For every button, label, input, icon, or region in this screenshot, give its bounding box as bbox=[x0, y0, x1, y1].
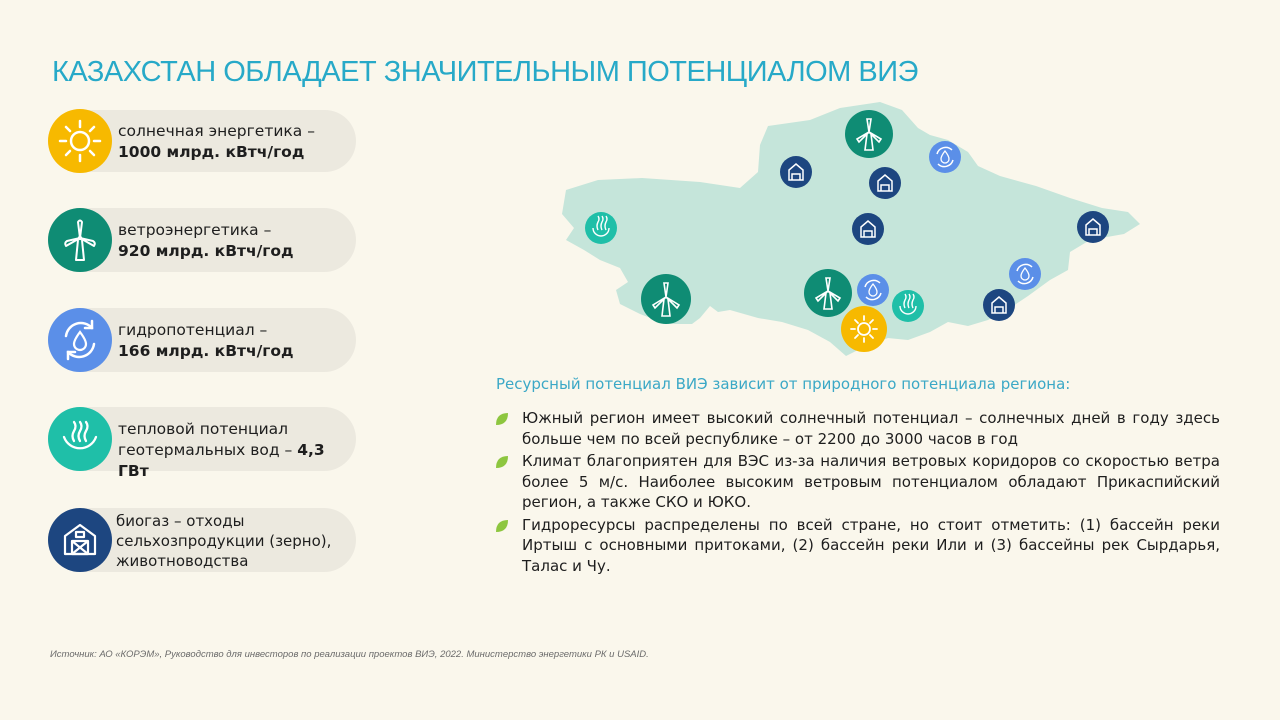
map-geothermal-marker bbox=[585, 212, 617, 244]
map-hydro-marker bbox=[857, 274, 889, 306]
kazakhstan-map bbox=[555, 95, 1155, 365]
map-biogas-marker bbox=[852, 213, 884, 245]
map-wind-marker bbox=[804, 269, 852, 317]
bullet-item: Климат благоприятен для ВЭС из-за наличия ветровых коридоров со скоростью ветра более 5 м/с. Наиболее высоким ветровым потенциалом обладают Прикаспийский регион, а также СКО и ЮКО. bbox=[494, 451, 1220, 513]
wind-turbine-icon bbox=[48, 208, 112, 272]
map-wind-marker bbox=[641, 274, 691, 324]
map-biogas-marker bbox=[1077, 211, 1109, 243]
map-biogas-marker bbox=[780, 156, 812, 188]
geothermal-icon bbox=[48, 407, 112, 471]
barn-icon bbox=[48, 508, 112, 572]
bullet-item: Гидроресурсы распределены по всей стране, но стоит отметить: (1) бассейн реки Иртыш с основными притоками, (2) бассейн реки Или и (3) бассейны рек Сырдарья, Талас и Чу. bbox=[494, 515, 1220, 577]
bullet-list bbox=[494, 408, 1220, 578]
source-note: Источник: АО «КОРЭМ», Руководство для инвесторов по реализации проектов ВИЭ, 2022. Министерство энергетики РК и USAID. bbox=[50, 649, 649, 660]
biogas-potential-card bbox=[48, 508, 356, 572]
sun-icon bbox=[48, 109, 112, 173]
hydro-potential-card bbox=[48, 308, 356, 372]
slide-title: КАЗАХСТАН ОБЛАДАЕТ ЗНАЧИТЕЛЬНЫМ ПОТЕНЦИАЛОМ ВИЭ bbox=[52, 56, 918, 88]
map-geothermal-marker bbox=[892, 290, 924, 322]
leaf-bullet-icon bbox=[494, 454, 510, 470]
map-caption: Ресурсный потенциал ВИЭ зависит от природного потенциала региона: bbox=[496, 375, 1071, 393]
geothermal-potential-card bbox=[48, 407, 356, 480]
leaf-bullet-icon bbox=[494, 518, 510, 534]
solar-potential-text: солнечная энергетика – 1000 млрд. кВтч/год bbox=[118, 122, 315, 161]
hydro-cycle-icon bbox=[48, 308, 112, 372]
map-biogas-marker bbox=[983, 289, 1015, 321]
solar-potential-card bbox=[48, 110, 356, 172]
geothermal-potential-text: тепловой потенциал геотермальных вод – 4,3 ГВт bbox=[118, 420, 325, 480]
biogas-potential-text: биогаз – отходы сельхозпродукции (зерно), животноводства bbox=[116, 512, 332, 570]
map-wind-marker bbox=[845, 110, 893, 158]
map-hydro-marker bbox=[1009, 258, 1041, 290]
hydro-potential-text: гидропотенциал – 166 млрд. кВтч/год bbox=[118, 321, 294, 360]
wind-potential-text: ветроэнергетика – 920 млрд. кВтч/год bbox=[118, 221, 294, 260]
map-solar-marker bbox=[841, 306, 887, 352]
wind-potential-card bbox=[48, 208, 356, 272]
leaf-bullet-icon bbox=[494, 411, 510, 427]
map-hydro-marker bbox=[929, 141, 961, 173]
bullet-item: Южный регион имеет высокий солнечный потенциал – солнечных дней в году здесь больше чем по всей республике – от 2200 до 3000 часов в год bbox=[494, 408, 1220, 449]
map-biogas-marker bbox=[869, 167, 901, 199]
